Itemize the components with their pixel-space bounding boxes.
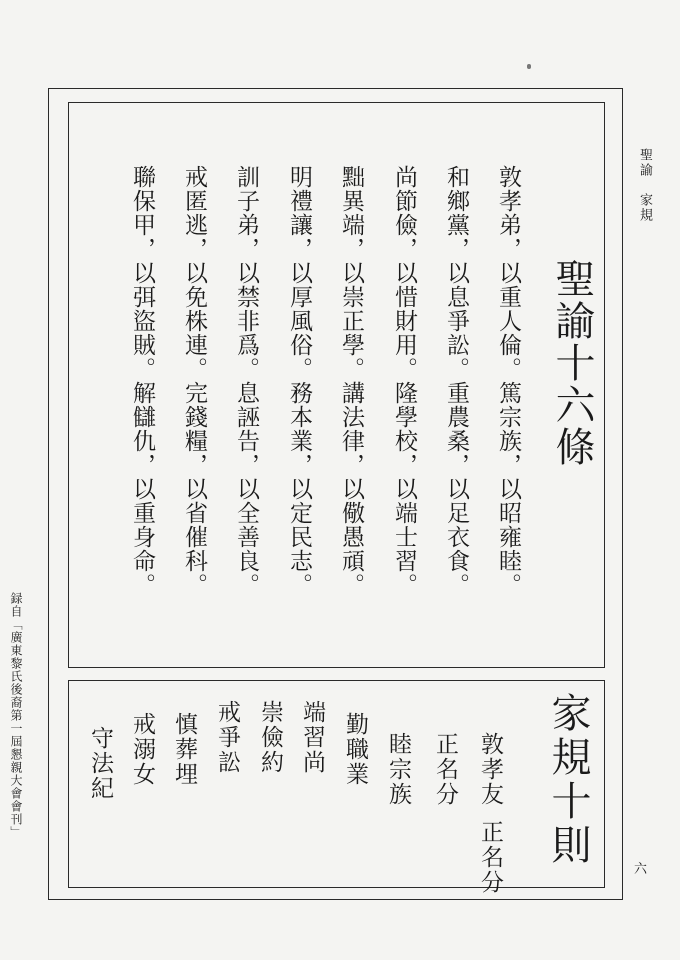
scan-speck	[527, 64, 531, 69]
edict-line: 尚節儉，以惜財用。隆學校，以端士習。	[391, 165, 417, 597]
rule-item: 戒溺女	[129, 712, 155, 787]
edict-line: 敦孝弟，以重人倫。篤宗族，以昭雍睦。	[495, 165, 521, 597]
rule-item: 崇儉約	[257, 700, 283, 775]
edict-line: 和鄉黨，以息爭訟。重農桑，以足衣食。	[443, 165, 469, 597]
rule-item: 戒爭訟	[214, 700, 240, 775]
running-header: 聖諭 家規	[637, 148, 652, 223]
rule-item: 正名分	[432, 732, 458, 807]
edicts-title: 聖諭十六條	[549, 258, 595, 468]
page-number: 六	[634, 862, 648, 877]
edict-line: 訓子弟，以禁非爲。息誣告，以全善良。	[233, 165, 259, 597]
rule-item: 正名分	[477, 820, 503, 895]
source-note: 録自「廣東黎氏後裔第一屆懇親大會會刊」	[9, 592, 23, 839]
edict-line: 明禮讓，以厚風俗。務本業，以定民志。	[286, 165, 312, 597]
rule-item: 守法紀	[87, 726, 113, 801]
rule-item: 睦宗族	[385, 732, 411, 807]
edict-line: 戒匿逃，以免株連。完錢糧，以省催科。	[181, 165, 207, 597]
rule-item: 慎葬埋	[171, 712, 197, 787]
rule-item: 端習尚	[299, 700, 325, 775]
family-rules-title: 家規十則	[545, 692, 591, 868]
rule-item: 勤職業	[342, 712, 368, 787]
edict-line: 黜異端，以崇正學。講法律，以儆愚頑。	[338, 165, 364, 597]
edict-line: 聯保甲，以弭盜賊。解讎仇，以重身命。	[129, 165, 155, 597]
rule-item: 敦孝友	[477, 732, 503, 807]
